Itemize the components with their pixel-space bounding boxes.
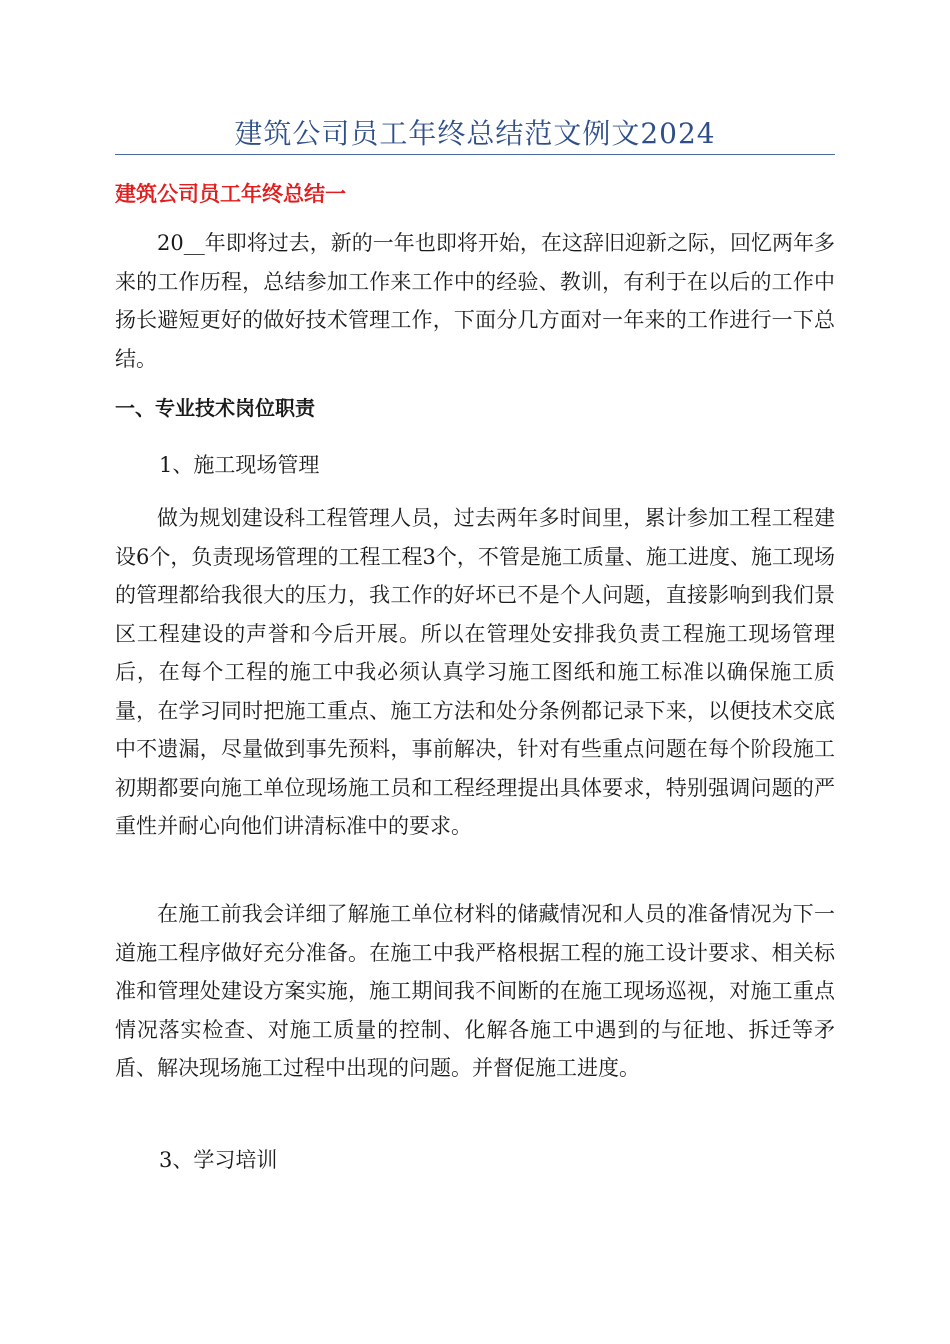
paragraph-site-management: 做为规划建设科工程管理人员，过去两年多时间里，累计参加工程工程建设6个，负责现场管理的工程工程3个，不管是施工质量、施工进度、施工现场的管理都给我很大的压力，我工作的好坏已不是个人问题，直接影响到我们景区工程建设的声誉和今后开展。所以在管理处安排我负责工程施工现场管理后，在每个工程的施工中我必须认真学习施工图纸和施工标准以确保施工质量，在学习同时把施工重点、施工方法和处分条例都记录下来，以便技术交底中不遗漏，尽量做到事先预料，事前解决，针对有些重点问题在每个阶段施工初期都要向施工单位现场施工员和工程经理提出具体要求，特别强调问题的严重性并耐心向他们讲清标准中的要求。	[115, 506, 835, 838]
intro-paragraph: 20__年即将过去，新的一年也即将开始，在这辞旧迎新之际，回忆两年多来的工作历程，总结参加工作来工作中的经验、教训，有利于在以后的工作中扬长避短更好的做好技术管理工作，下面分几方面对一年来的工作进行一下总结。	[115, 231, 835, 371]
heading-job-duties: 一、专业技术岗位职责	[115, 396, 315, 420]
subheading-training: 3、学习培训	[159, 1148, 278, 1172]
subheading-site-management: 1、施工现场管理	[159, 453, 320, 477]
document-title: 建筑公司员工年终总结范文例文2024	[234, 117, 716, 150]
paragraph-construction-prep: 在施工前我会详细了解施工单位材料的储藏情况和人员的准备情况为下一道施工程序做好充分准备。在施工中我严格根据工程的施工设计要求、相关标准和管理处建设方案实施，施工期间我不间断的在施工现场巡视，对施工重点情况落实检查、对施工质量的控制、化解各施工中遇到的与征地、拆迁等矛盾、解决现场施工过程中出现的问题。并督促施工进度。	[115, 902, 835, 1080]
title-underline	[115, 154, 835, 155]
section-heading: 建筑公司员工年终总结一	[115, 182, 346, 206]
